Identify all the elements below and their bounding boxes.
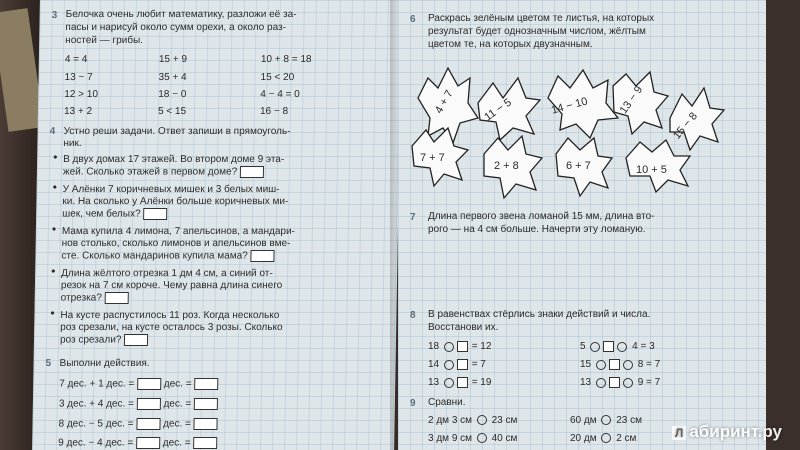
sign-circle[interactable] — [444, 360, 454, 370]
number-box[interactable] — [457, 359, 468, 370]
expr: 15 < 20 — [260, 72, 295, 83]
sign-circle[interactable] — [623, 360, 633, 370]
compare-row: 20 дм 2 см — [570, 433, 637, 444]
leaf-label: 7 + 7 — [420, 152, 445, 164]
expr: 12 > 10 — [64, 89, 99, 100]
leaf-label: 11 − 5 — [482, 96, 514, 124]
equation-row: 5 4 = 3 — [580, 341, 655, 353]
expr: 4 − 4 = 0 — [260, 89, 300, 100]
expr: 10 + 8 = 18 — [260, 54, 312, 65]
action-row: 8 дес. − 5 дес. = дес. = — [58, 418, 217, 431]
answer-box[interactable] — [194, 418, 218, 430]
equation-row: 14 = 7 — [428, 359, 486, 371]
compare-circle[interactable] — [477, 433, 487, 443]
problem-1-line-1: В двух домах 17 этажей. Во втором доме 9 эта- — [63, 154, 285, 165]
expr: 13 + 2 — [63, 106, 93, 117]
answer-box[interactable] — [136, 418, 160, 430]
sign-circle[interactable] — [596, 360, 606, 370]
problem-5-line-3: роз срезали? — [60, 334, 148, 347]
number-box[interactable] — [457, 377, 468, 388]
leaf-label: 2 + 8 — [494, 160, 519, 172]
action-row: 9 дес. − 4 дес. = дес. = — [58, 437, 217, 450]
task-4-line-1: Устно реши задачи. Ответ запиши в прямоуголь- — [63, 126, 291, 137]
task-6-line-3: цветом те, на которых двузначным. — [428, 39, 593, 50]
answer-box[interactable] — [137, 378, 161, 390]
task-4-line-2: ник. — [63, 138, 82, 149]
leaf-label: 15 − 8 — [670, 110, 700, 142]
answer-box[interactable] — [194, 378, 218, 390]
task-8-number: 8 — [410, 310, 416, 321]
compare-circle[interactable] — [601, 433, 611, 443]
action-row: 7 дес. + 1 дес. = дес. = — [59, 378, 218, 391]
bullet: • — [50, 306, 55, 320]
answer-box[interactable] — [250, 250, 274, 262]
leaf-label: 13 − 9 — [617, 83, 646, 117]
labirint-logo-icon: Л — [672, 426, 686, 440]
task-3-line-2: пасы и нарисуй около сумм орехи, а около раз- — [65, 22, 287, 33]
watermark-text: абиринт.ру — [689, 422, 782, 441]
task-5-number: 5 — [45, 358, 52, 369]
problem-5-line-2: роз срезали, на кусте осталось 3 розы. Сколько — [60, 322, 283, 333]
left-page — [32, 0, 402, 450]
expr: 35 + 4 — [158, 72, 187, 83]
problem-2-line-1: У Алёнки 7 коричневых мишек и 3 белых миш- — [62, 184, 280, 195]
leaf-label: 4 + 7 — [432, 88, 456, 116]
sign-circle[interactable] — [623, 378, 633, 388]
bullet: • — [53, 150, 58, 164]
answer-box[interactable] — [143, 208, 167, 220]
leaf-label: 6 + 7 — [566, 160, 591, 172]
number-box[interactable] — [609, 377, 620, 388]
problem-4-line-1: Длина жёлтого отрезка 1 дм 4 см, а синий от- — [61, 268, 273, 279]
task-8-line-1: В равенствах стёрлись знаки действий и числа. — [428, 309, 651, 320]
problem-3-line-2: нов столько, сколько лимонов и апельсинов вме- — [61, 238, 291, 249]
equation-row: 15 8 = 7 — [580, 359, 661, 371]
equation-row: 13 9 = 7 — [580, 377, 661, 389]
task-6-line-1: Раскрась зелёным цветом те листья, на которых — [428, 13, 655, 24]
problem-1-line-2: жей. Сколько этажей в первом доме? — [63, 166, 264, 179]
problem-4-line-3: отрезка? — [61, 292, 129, 305]
task-3-line-1: Белочка очень любит математику, разложи её за- — [65, 9, 297, 20]
sign-circle[interactable] — [590, 342, 600, 352]
problem-2-line-3: шек, чем белых? — [62, 208, 167, 221]
expr: 4 = 4 — [64, 54, 88, 65]
bullet: • — [51, 264, 56, 278]
number-box[interactable] — [603, 341, 614, 352]
task-3-number: 3 — [51, 10, 58, 21]
task-4-number: 4 — [49, 126, 56, 137]
expr: 5 < 15 — [157, 106, 187, 117]
action-row: 3 дес. + 4 дес. = дес. = — [59, 398, 218, 411]
sign-circle[interactable] — [617, 342, 627, 352]
task-5-title: Выполни действия. — [59, 358, 150, 369]
task-9-title: Сравни. — [428, 397, 466, 408]
answer-box[interactable] — [137, 398, 161, 410]
answer-box[interactable] — [240, 166, 264, 178]
task-6-line-2: результат будет однозначным числом, жёлтым — [428, 26, 646, 37]
answer-box[interactable] — [124, 334, 148, 346]
compare-circle[interactable] — [601, 415, 611, 425]
expr: 16 − 8 — [259, 106, 289, 117]
expr: 15 + 9 — [158, 54, 188, 65]
answer-box[interactable] — [105, 292, 129, 304]
compare-row: 3 дм 9 см 40 см — [428, 433, 518, 444]
number-box[interactable] — [609, 359, 620, 370]
right-page — [398, 0, 766, 450]
answer-box[interactable] — [136, 437, 160, 449]
task-7-number: 7 — [410, 212, 416, 223]
expr: 13 − 7 — [64, 72, 93, 83]
bullet: • — [51, 222, 57, 236]
leaf-label: 14 − 10 — [550, 95, 589, 117]
task-7-line-2: рого — на 4 см больше. Начерти эту ломаную. — [428, 224, 646, 235]
compare-circle[interactable] — [477, 415, 487, 425]
number-box[interactable] — [457, 341, 468, 352]
compare-row: 60 дм 23 см — [570, 415, 642, 426]
equation-row: 18 = 12 — [428, 341, 492, 353]
leaves-drawing — [408, 58, 748, 208]
compare-row: 2 дм 3 см 23 см — [428, 415, 518, 426]
problem-5-line-1: На кусте распустилось 11 роз. Когда несколько — [60, 310, 280, 321]
bullet: • — [52, 180, 57, 194]
problem-3-line-1: Мама купила 4 лимона, 7 апельсинов, а мандари- — [61, 226, 296, 237]
task-9-number: 9 — [410, 398, 416, 409]
labirint-watermark — [672, 422, 782, 442]
task-3-line-3: ностей — грибы. — [65, 35, 144, 46]
answer-box[interactable] — [193, 437, 217, 449]
problem-2-line-2: ки. На сколько у Алёнки больше коричневых ми- — [62, 196, 289, 207]
equation-row: 13 = 19 — [428, 377, 492, 389]
task-7-line-1: Длина первого звена ломаной 15 мм, длина вто- — [428, 211, 655, 222]
task-8-line-2: Восстанови их. — [428, 322, 499, 333]
problem-3-line-3: сте. Сколько мандаринов купила мама? — [61, 250, 274, 263]
sign-circle[interactable] — [596, 378, 606, 388]
expr: 18 − 0 — [158, 89, 187, 100]
answer-box[interactable] — [194, 398, 218, 410]
problem-4-line-2: резок на 7 см короче. Чему равна длина синего — [60, 280, 283, 291]
leaf-label: 10 + 5 — [636, 164, 667, 176]
sign-circle[interactable] — [444, 378, 454, 388]
sign-circle[interactable] — [444, 342, 454, 352]
task-6-number: 6 — [410, 14, 416, 25]
